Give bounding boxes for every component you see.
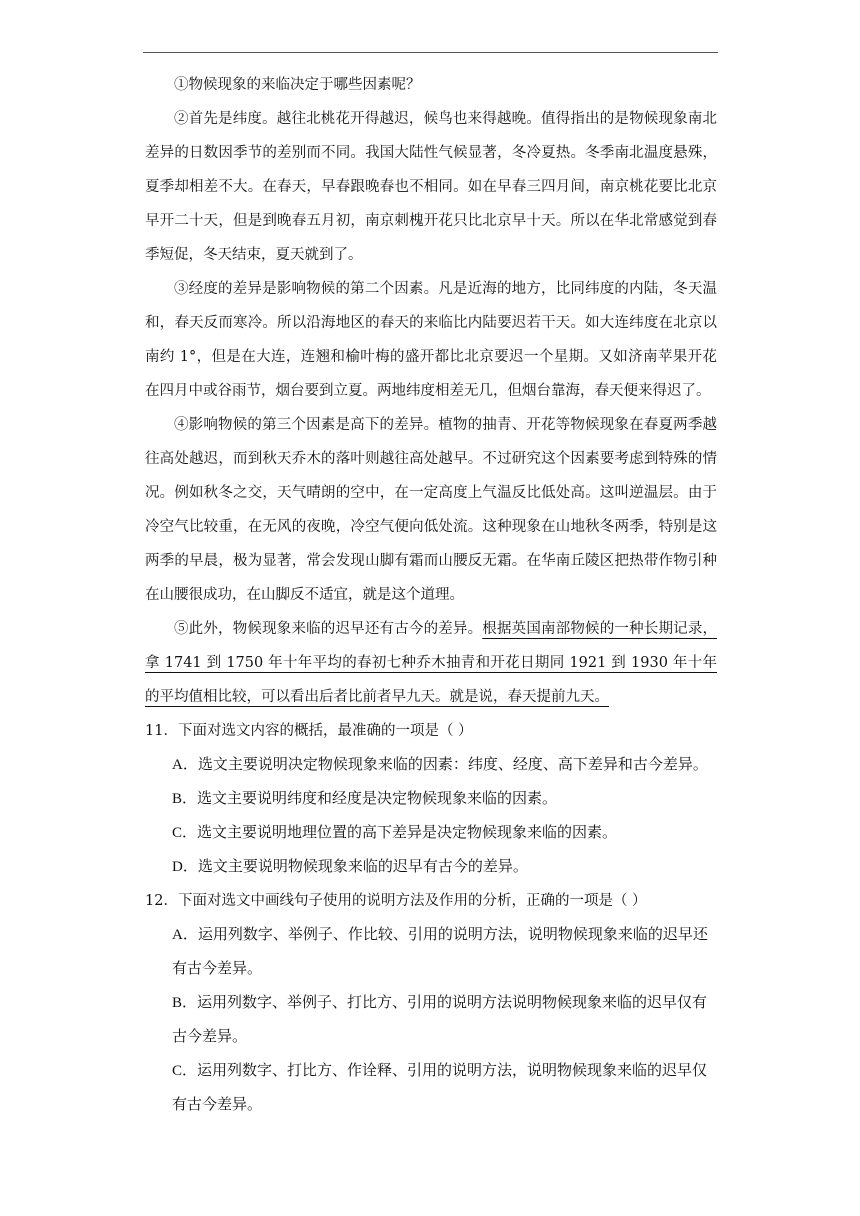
paragraph-1: ①物候现象的来临决定于哪些因素呢？ — [174, 77, 421, 93]
question-11-option-a[interactable]: A．选文主要说明决定物候现象来临的因素：纬度、经度、高下差异和古今差异。 — [172, 757, 708, 773]
paragraph-3: ③经度的差异是影响物候的第二个因素。凡是近海的地方，比同纬度的内陆，冬天温和，春天反而寒冷。所以沿海地区的春天的来临比内陆要迟若干天。如大连纬度在北京以南约 1°，但是在大连，连翘和榆叶梅的盛开都比北京要迟一个星期。又如济南苹果开花在四月中或谷雨节，烟台要到立夏。两地纬度相差无几，但烟台靠海，春天便来得迟了。 — [145, 281, 717, 399]
question-12-option-a[interactable]: A．运用列数字、举例子、作比较、引用的说明方法，说明物候现象来临的迟早还有古今差异。 — [172, 927, 708, 977]
question-11 — [145, 714, 717, 884]
underlined-sentence: 根据英国南部物候的一种长期记录，拿 1741 到 1750 年十年平均的春初七种乔木抽青和开花日期同 1921 到 1930 年十年的平均值相比较，可以看出后者比前者早九天。就是说，春天提前九天。 — [145, 621, 718, 705]
question-12-option-c[interactable]: C．运用列数字、打比方、作诠释、引用的说明方法，说明物候现象来临的迟早仅有古今差异。 — [172, 1063, 708, 1113]
question-12-stem: 12．下面对选文中画线句子使用的说明方法及作用的分析，正确的一项是（ ） — [145, 893, 647, 909]
header-rule — [143, 52, 718, 53]
question-11-option-d[interactable]: D．选文主要说明物候现象来临的迟早有古今的差异。 — [172, 859, 528, 875]
paragraph-5 — [145, 612, 717, 714]
question-11-option-c[interactable]: C．选文主要说明地理位置的高下差异是决定物候现象来临的因素。 — [172, 825, 618, 841]
paragraph-5-lead: ⑤此外，物候现象来临的迟早还有古今的差异。 — [174, 621, 483, 637]
paragraph-4: ④影响物候的第三个因素是高下的差异。植物的抽青、开花等物候现象在春夏两季越往高处越迟，而到秋天乔木的落叶则越往高处越早。不过研究这个因素要考虑到特殊的情况。例如秋冬之交，天气晴朗的空中，在一定高度上气温反比低处高。这叫逆温层。由于冷空气比较重，在无风的夜晚，冷空气便向低处流。这种现象在山地秋冬两季，特别是这两季的早晨，极为显著，常会发现山脚有霜而山腰反无霜。在华南丘陵区把热带作物引种在山腰很成功，在山脚反不适宜，就是这个道理。 — [145, 417, 717, 603]
paragraph-2: ②首先是纬度。越往北桃花开得越迟，候鸟也来得越晚。值得指出的是物候现象南北差异的日数因季节的差别而不同。我国大陆性气候显著，冬冷夏热。冬季南北温度悬殊，夏季却相差不大。在春天，早春跟晚春也不相同。如在早春三四月间，南京桃花要比北京早开二十天，但是到晚春五月初，南京刺槐开花只比北京早十天。所以在华北常感觉到春季短促，冬天结束，夏天就到了。 — [145, 111, 717, 263]
question-12-option-b[interactable]: B．运用列数字、举例子、打比方、引用的说明方法说明物候现象来临的迟早仅有古今差异。 — [172, 995, 708, 1045]
question-11-option-b[interactable]: B．选文主要说明纬度和经度是决定物候现象来临的因素。 — [172, 791, 558, 807]
question-12 — [145, 884, 717, 1122]
question-11-stem: 11．下面对选文内容的概括，最准确的一项是（ ） — [145, 723, 473, 739]
document-body — [145, 68, 717, 1122]
